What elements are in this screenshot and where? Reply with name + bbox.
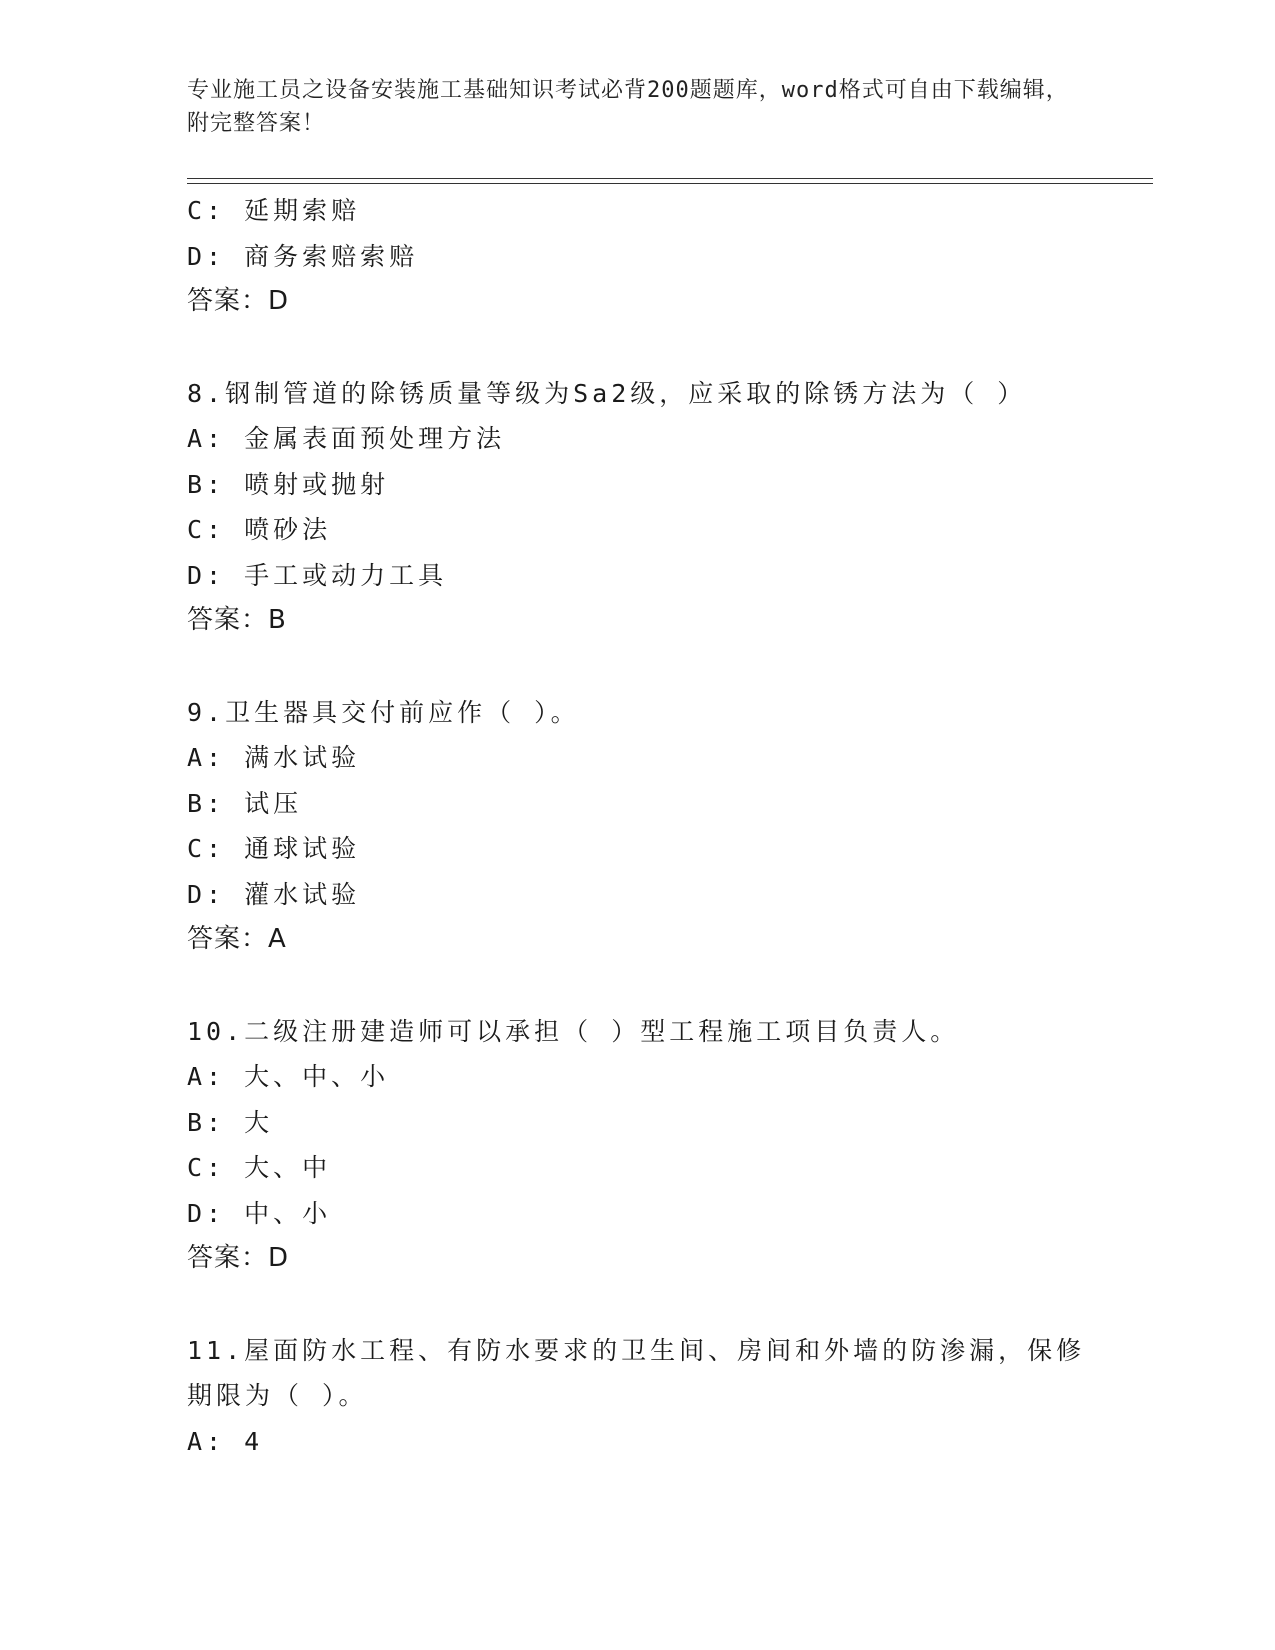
option-c: C: 大、中 [187,1153,332,1182]
option-a: A: 金属表面预处理方法 [187,424,506,453]
header-divider-bottom [187,183,1153,184]
option-d: D: 中、小 [187,1198,332,1228]
question-content [187,188,1147,1464]
spacer [187,644,1147,690]
document-header: 专业施工员之设备安装施工基础知识考试必背200题题库，word格式可自由下载编辑，附完整答案！ [187,78,1069,136]
option-b: B: 试压 [187,788,303,818]
option-c: C: 通球试验 [187,834,361,863]
question-text: 11.屋面防水工程、有防水要求的卫生间、房间和外墙的防渗漏，保修 [187,1335,1086,1365]
answer-line: 答案：D [187,286,290,316]
option-d: D: 商务索赔索赔 [187,241,419,271]
spacer [187,963,1147,1009]
answer-line: 答案：D [187,1243,290,1273]
option-d: D: 灌水试验 [187,879,361,909]
option-b: B: 大 [187,1107,274,1137]
answer-line: 答案：B [187,605,287,635]
option-a: A: 4 [187,1426,264,1456]
answer-line: 答案：A [187,924,287,954]
option-a: A: 满水试验 [187,743,361,772]
header-divider-top [187,178,1153,179]
option-c: C: 延期索赔 [187,196,361,225]
option-b: B: 喷射或抛射 [187,469,390,499]
question-text-continued: 期限为（ ）。 [187,1381,368,1410]
option-a: A: 大、中、小 [187,1062,390,1091]
question-text: 10.二级注册建造师可以承担（ ）型工程施工项目负责人。 [187,1016,960,1046]
option-d: D: 手工或动力工具 [187,560,448,590]
question-text: 9.卫生器具交付前应作（ ）。 [187,697,580,727]
option-c: C: 喷砂法 [187,515,332,544]
spacer [187,325,1147,371]
spacer [187,1282,1147,1328]
question-text: 8.钢制管道的除锈质量等级为Sa2级，应采取的除锈方法为（ ） [187,378,1027,408]
